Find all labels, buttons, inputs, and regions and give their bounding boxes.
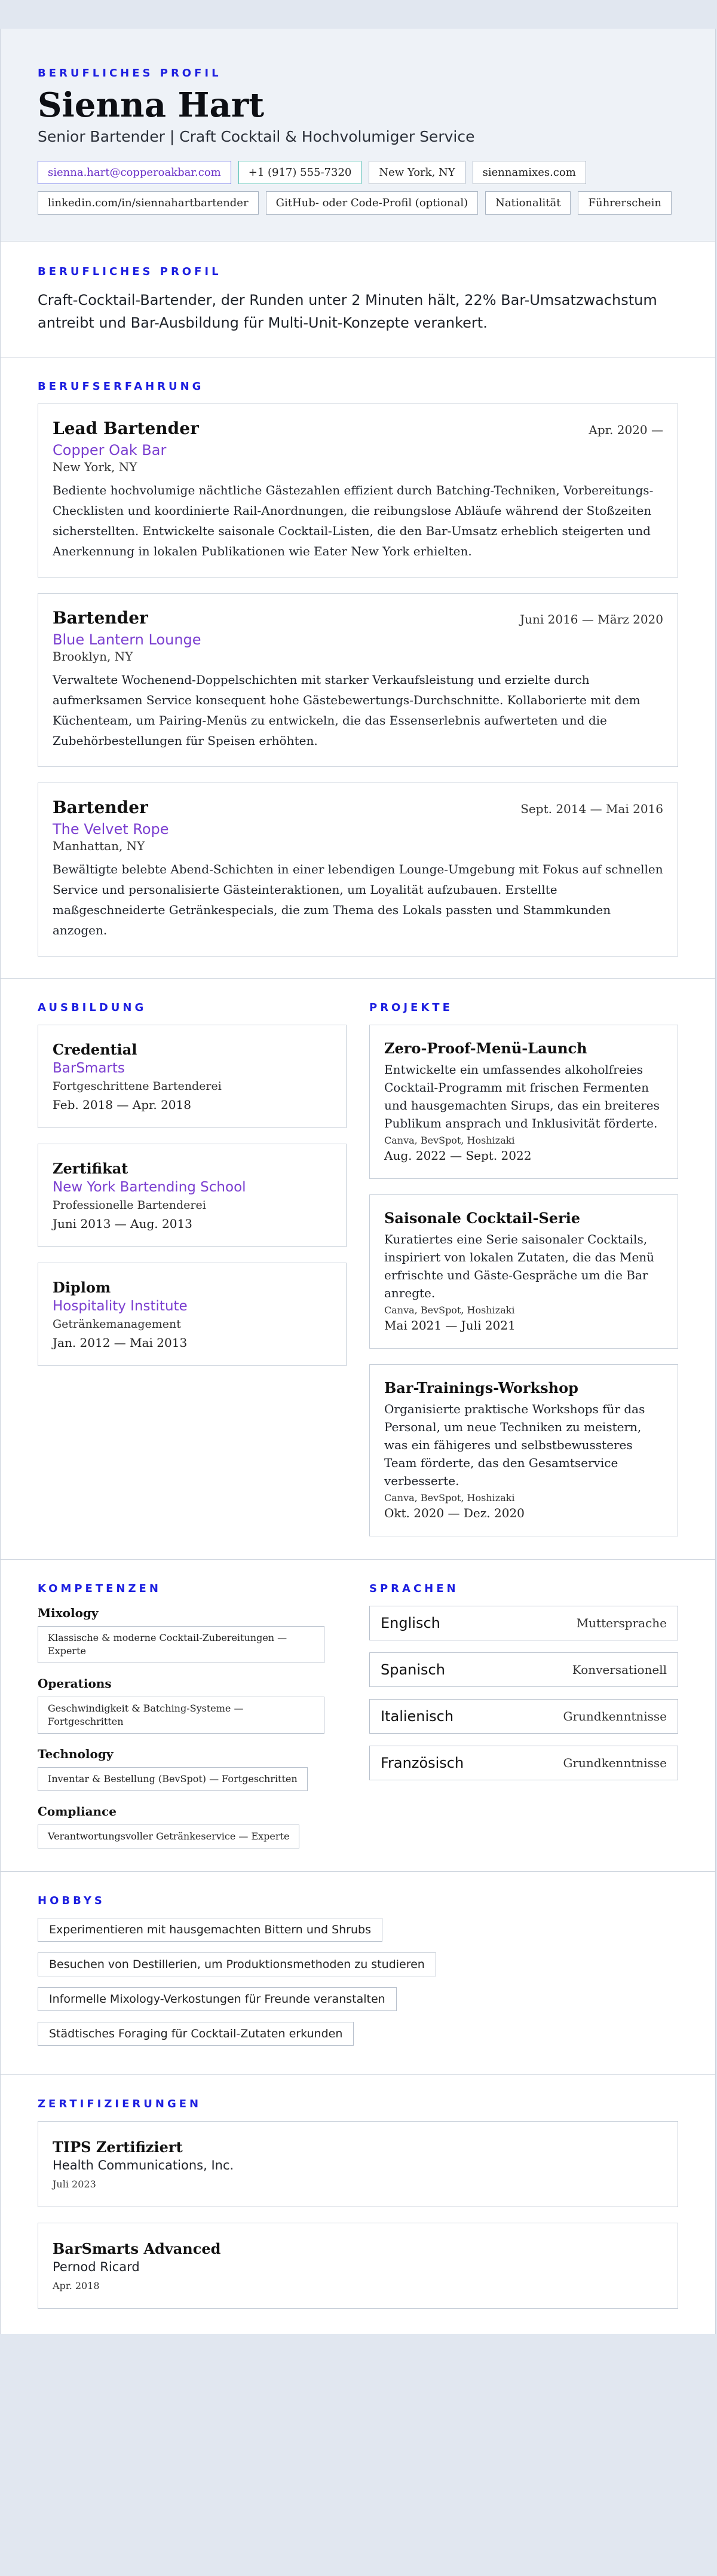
skills-heading: KOMPETENZEN	[38, 1582, 161, 1595]
location-chip: New York, NY	[369, 161, 465, 184]
project-item	[369, 1364, 678, 1536]
language-name: Englisch	[381, 1614, 440, 1631]
skill-category: Operations	[38, 1676, 112, 1691]
hobby-list	[38, 1918, 678, 2056]
certifications-section	[1, 2075, 715, 2334]
header-eyebrow: BERUFLICHES PROFIL	[38, 67, 222, 80]
hobby-item: Experimentieren mit hausgemachten Bittern und Shrubs	[38, 1918, 382, 1942]
project-tools: Canva, BevSpot, Hoshizaki	[384, 1492, 515, 1504]
institution-name: Hospitality Institute	[53, 1298, 188, 1314]
education-projects-section	[1, 979, 715, 1560]
education-dates: Juni 2013 — Aug. 2013	[53, 1216, 192, 1231]
skill-tag: Inventar & Bestellung (BevSpot) — Fortgeschritten	[38, 1767, 308, 1791]
study-subject: Fortgeschrittene Bartenderei	[53, 1079, 222, 1093]
language-item	[369, 1746, 678, 1780]
language-name: Italienisch	[381, 1707, 454, 1725]
summary-text: Craft-Cocktail-Bartender, der Runden unter 2 Minuten hält, 22% Bar-Umsatzwachstum antreibt und Bar-Ausbildung für Multi-Unit-Konzepte verankert.	[38, 291, 657, 331]
job-title: Bartender	[53, 607, 148, 628]
languages-column	[369, 1582, 678, 1848]
skill-category: Technology	[38, 1746, 114, 1761]
study-subject: Professionelle Bartenderei	[53, 1198, 206, 1212]
project-title: Bar-Trainings-Workshop	[384, 1379, 578, 1397]
hobbies-heading: HOBBYS	[38, 1894, 105, 1907]
project-dates: Aug. 2022 — Sept. 2022	[384, 1148, 532, 1163]
institution-name: BarSmarts	[53, 1060, 125, 1076]
institution-name: New York Bartending School	[53, 1179, 246, 1195]
skill-group	[38, 1804, 347, 1848]
language-level: Grundkenntnisse	[563, 1755, 667, 1770]
project-tools: Canva, BevSpot, Hoshizaki	[384, 1134, 515, 1146]
education-item	[38, 1144, 347, 1247]
degree-title: Credential	[53, 1040, 137, 1058]
job-description: Bediente hochvolumige nächtliche Gästezahlen effizient durch Batching-Techniken, Vorbereitungs-Checklisten und koordinierte Rail-Anordnungen, die reibungslose Abläufe während der Stoßzeiten sicherstellten. Entwickelte saisonale Cocktail-Listen, die den Bar-Umsatz erheblich steigerten und Anerkennung in lokalen Publikationen wie Eater New York erhielten.	[53, 482, 654, 558]
language-level: Grundkenntnisse	[563, 1709, 667, 1724]
summary-section	[1, 242, 715, 357]
hobbies-section	[1, 1872, 715, 2075]
hobby-item: Besuchen von Destillerien, um Produktionsmethoden zu studieren	[38, 1952, 436, 1976]
license-chip: Führerschein	[578, 191, 671, 215]
resume-page	[0, 29, 716, 2334]
skill-group	[38, 1747, 347, 1791]
project-description: Organisierte praktische Workshops für das Personal, um neue Techniken zu meistern, was ein fähigeres und selbstbewussteres Team förderte, das den Gesamtservice verbesserte.	[384, 1401, 645, 1488]
skills-languages-section	[1, 1560, 715, 1872]
project-title: Saisonale Cocktail-Serie	[384, 1209, 581, 1227]
degree-title: Diplom	[53, 1278, 111, 1296]
experience-item	[38, 593, 678, 767]
experience-item	[38, 783, 678, 957]
project-tools: Canva, BevSpot, Hoshizaki	[384, 1304, 515, 1316]
job-description: Bewältigte belebte Abend-Schichten in einer lebendigen Lounge-Umgebung mit Fokus auf schnellen Service und personalisierte Gästeinteraktionen, um Loyalität aufzubauen. Erstellte maßgeschneiderte Getränkespecials, die zum Thema des Lokals passten und Stammkunden anzogen.	[53, 861, 663, 937]
language-item	[369, 1652, 678, 1687]
summary-heading: BERUFLICHES PROFIL	[38, 265, 222, 278]
project-dates: Okt. 2020 — Dez. 2020	[384, 1505, 525, 1520]
projects-column	[369, 1001, 678, 1536]
job-dates: Juni 2016 — März 2020	[520, 612, 663, 627]
language-item	[369, 1606, 678, 1640]
company-name: Blue Lantern Lounge	[53, 631, 201, 648]
language-name: Spanisch	[381, 1661, 445, 1678]
skill-tag: Klassische & moderne Cocktail-Zubereitungen — Experte	[38, 1626, 324, 1663]
education-dates: Feb. 2018 — Apr. 2018	[53, 1097, 191, 1112]
language-item	[369, 1699, 678, 1734]
phone-chip[interactable]: +1 (917) 555-7320	[238, 161, 362, 184]
project-dates: Mai 2021 — Juli 2021	[384, 1318, 516, 1333]
certification-issuer: Pernod Ricard	[53, 2259, 140, 2274]
email-link[interactable]: sienna.hart@copperoakbar.com	[38, 161, 231, 184]
skill-category: Mixology	[38, 1605, 99, 1620]
job-dates: Sept. 2014 — Mai 2016	[520, 801, 663, 816]
certification-date: Juli 2023	[53, 2178, 96, 2190]
linkedin-link[interactable]: linkedin.com/in/siennahartbartender	[38, 191, 259, 215]
job-title: Bartender	[53, 797, 148, 817]
languages-heading: SPRACHEN	[369, 1582, 459, 1595]
certification-title: BarSmarts Advanced	[53, 2239, 221, 2257]
website-link[interactable]: siennamixes.com	[473, 161, 586, 184]
project-description: Entwickelte ein umfassendes alkoholfreies Cocktail-Programm mit frischen Fermenten und hausgemachten Sirups, das ein breiteres Publikum ansprach und Inklusivität förderte.	[384, 1062, 660, 1130]
certification-item	[38, 2223, 678, 2309]
headline: Senior Bartender | Craft Cocktail & Hochvolumiger Service	[38, 127, 475, 145]
hobby-item: Städtisches Foraging für Cocktail-Zutaten erkunden	[38, 2022, 354, 2046]
project-item	[369, 1194, 678, 1349]
skill-tag: Geschwindigkeit & Batching-Systeme — Fortgeschritten	[38, 1697, 324, 1734]
skill-group	[38, 1606, 347, 1663]
certification-title: TIPS Zertifiziert	[53, 2138, 183, 2156]
job-title: Lead Bartender	[53, 418, 199, 438]
certification-item	[38, 2121, 678, 2207]
job-location: Manhattan, NY	[53, 838, 145, 853]
experience-section	[1, 357, 715, 979]
person-name: Sienna Hart	[38, 85, 265, 125]
education-item	[38, 1263, 347, 1366]
certification-issuer: Health Communications, Inc.	[53, 2158, 234, 2172]
education-item	[38, 1025, 347, 1128]
skill-group	[38, 1676, 347, 1734]
project-description: Kuratiertes eine Serie saisonaler Cocktails, inspiriert von lokalen Zutaten, die das Menü erfrischte und Gäste-Gespräche um die Bar anregte.	[384, 1232, 655, 1300]
skills-column	[38, 1582, 347, 1848]
job-location: Brooklyn, NY	[53, 649, 133, 664]
education-column	[38, 1001, 347, 1536]
language-level: Konversationell	[572, 1662, 667, 1677]
skill-category: Compliance	[38, 1804, 117, 1819]
job-dates: Apr. 2020 —	[589, 422, 663, 437]
hobby-item: Informelle Mixology-Verkostungen für Freunde veranstalten	[38, 1987, 397, 2011]
degree-title: Zertifikat	[53, 1159, 128, 1177]
projects-heading: PROJEKTE	[369, 1001, 453, 1014]
education-dates: Jan. 2012 — Mai 2013	[53, 1335, 188, 1350]
study-subject: Getränkemanagement	[53, 1317, 181, 1331]
project-item	[369, 1025, 678, 1179]
education-heading: AUSBILDUNG	[38, 1001, 147, 1014]
certifications-heading: ZERTIFIZIERUNGEN	[38, 2097, 202, 2110]
language-level: Muttersprache	[576, 1615, 667, 1630]
github-link[interactable]: GitHub- oder Code-Profil (optional)	[266, 191, 479, 215]
nationality-chip: Nationalität	[485, 191, 571, 215]
skill-tag: Verantwortungsvoller Getränkeservice — Experte	[38, 1825, 299, 1848]
job-location: New York, NY	[53, 459, 137, 474]
resume-header	[1, 29, 715, 242]
certification-date: Apr. 2018	[53, 2279, 100, 2291]
job-description: Verwaltete Wochenend-Doppelschichten mit starker Verkaufsleistung und erzielte durch aufmerksamen Service konsequent hohe Gästebewertungs-Durchschnitte. Kollaborierte mit dem Küchenteam, um Pairing-Menüs zu entwickeln, die das Essenserlebnis aufwerteten und die Zubehörbestellungen für Speisen erhöhten.	[53, 672, 641, 748]
contact-chips	[38, 161, 678, 215]
experience-heading: BERUFSERFAHRUNG	[38, 380, 204, 393]
company-name: Copper Oak Bar	[53, 441, 167, 459]
experience-item	[38, 404, 678, 577]
project-title: Zero-Proof-Menü-Launch	[384, 1039, 587, 1057]
company-name: The Velvet Rope	[53, 820, 169, 838]
language-name: Französisch	[381, 1754, 464, 1771]
